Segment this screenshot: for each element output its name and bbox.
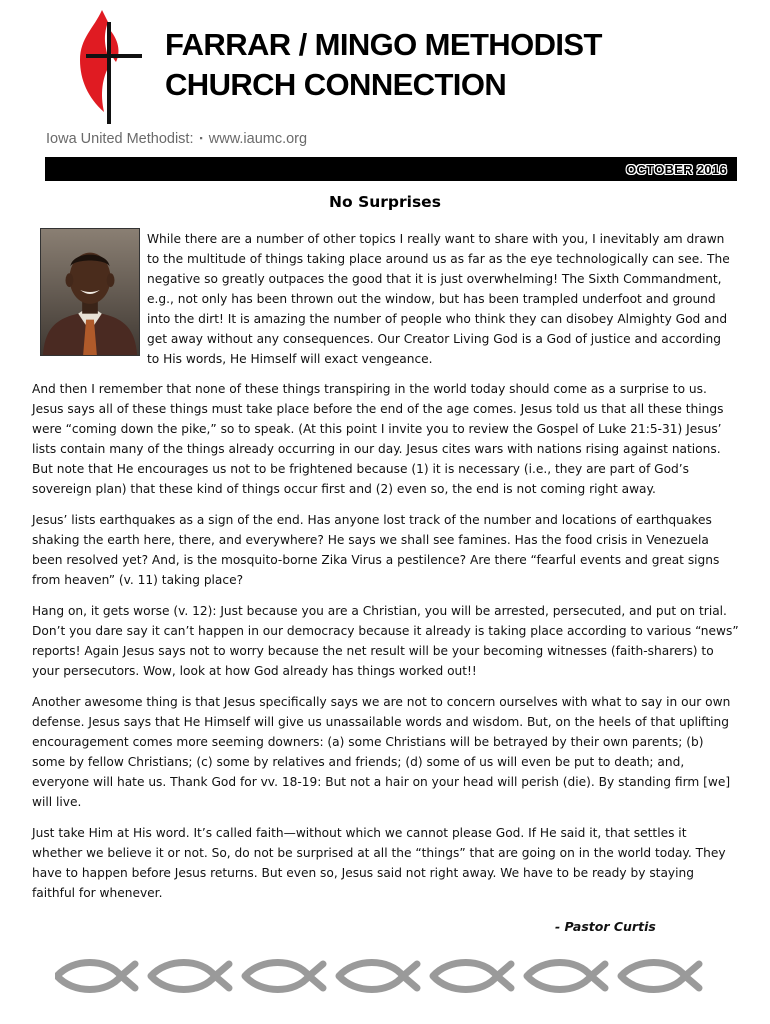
fish-ornament-row xyxy=(55,956,715,996)
ichthys-fish-icon xyxy=(433,963,511,990)
intro-paragraph: While there are a number of other topics I really want to share with you, I inevitably am drawn to the multitude of things taking place around us as far as the eye technologically can see. The negative so greatly outpaces the good that it is just overwhelming! The Sixth Commandment, e.g., not only has been thrown out the window, but has been trampled underfoot and ground into the dirt! It is amazing the number of people who think they can disobey Almighty God and get away without any consequences. Our Creator Living God is a God of justice and according to His words, He Himself will exact vengeance. xyxy=(147,232,730,366)
conference-line xyxy=(46,131,307,147)
author-signature: - Pastor Curtis xyxy=(555,919,656,934)
article-title: No Surprises xyxy=(329,193,441,211)
body-paragraph: And then I remember that none of these things transpiring in the world today should come as a surprise to us. Jesus says all of these things must take place before the end of the age comes. Jesus told us that all these things were “coming down the pike,” so to speak. (At this point I invite you to review the Gospel of Luke 21:5-31) Jesus’ lists contain many of the things already occurring in our day. Jesus cites wars with nations rising against nations. But note that He encourages us not to be frightened because (1) it is necessary (i.e., they are part of God’s sovereign plan) that these kind of things occur first and (2) even so, the end is not coming right away. xyxy=(32,382,724,496)
ichthys-fish-icon xyxy=(151,963,229,990)
body-paragraph: Just take Him at His word. It’s called faith—without which we cannot please God. If He said it, that settles it whether we believe it or not. So, do not be surprised at all the “things” that are going on in the world today. They have to happen before Jesus returns. But even so, Jesus said not right away. We have to be ready by staying faithful for whenever. xyxy=(32,826,726,900)
cross-and-flame-logo xyxy=(72,8,144,126)
cross-horizontal-bar xyxy=(86,54,142,58)
ichthys-fish-icon xyxy=(57,963,135,990)
body-paragraph: Jesus’ lists earthquakes as a sign of the end. Has anyone lost track of the number and locations of earthquakes shaking the earth here, there, and everywhere? He says we shall see famines. Has the food crisis in Venezuela been resolved yet? And, is the mosquito-borne Zika Virus a pestilence? Are there “fearful events and great signs from heaven” (v. 11) taking place? xyxy=(32,513,720,587)
date-bar xyxy=(45,157,737,181)
separator-bullet: ▪ xyxy=(199,133,203,143)
ichthys-fish-icon xyxy=(621,963,699,990)
ichthys-fish-icon xyxy=(527,963,605,990)
article-body xyxy=(32,379,740,914)
title-line-1: FARRAR / MINGO METHODIST xyxy=(165,27,602,62)
website-text: www.iaumc.org xyxy=(208,131,308,147)
ichthys-fish-icon xyxy=(339,963,417,990)
issue-date: OCTOBER 2016 xyxy=(626,161,727,177)
cross-vertical-bar xyxy=(107,22,111,124)
body-paragraph: Hang on, it gets worse (v. 12): Just because you are a Christian, you will be arrested, persecuted, and put on trial. Don’t you dare say it can’t happen in our democracy because it already is taking place according to various “news” reports! Again Jesus says not to worry because the net result will be your becoming witnesses (faith-sharers) to your persecutors. Wow, look at how God already has things worked out!! xyxy=(32,604,739,678)
ichthys-fish-icon xyxy=(245,963,323,990)
conference-name: Iowa United Methodist: xyxy=(46,131,194,147)
newsletter-title xyxy=(165,25,602,105)
title-line-2: CHURCH CONNECTION xyxy=(165,67,507,102)
pastor-photo xyxy=(40,228,140,356)
flame-icon xyxy=(80,10,118,112)
body-paragraph: Another awesome thing is that Jesus specifically says we are not to concern ourselves with what to say in our own defense. Jesus says that He Himself will give us unassailable words and wisdom. But, on the heels of that uplifting encouragement comes more seeming downers: (a) some Christians will be betrayed by their own parents; (b) some by fellow Christians; (c) some by relatives and friends; (d) some of us will even be put to death; and, everyone will hate us. Thank God for vv. 18-19: But not a hair on your head will perish (die). By standing firm [we] will live. xyxy=(32,695,731,809)
